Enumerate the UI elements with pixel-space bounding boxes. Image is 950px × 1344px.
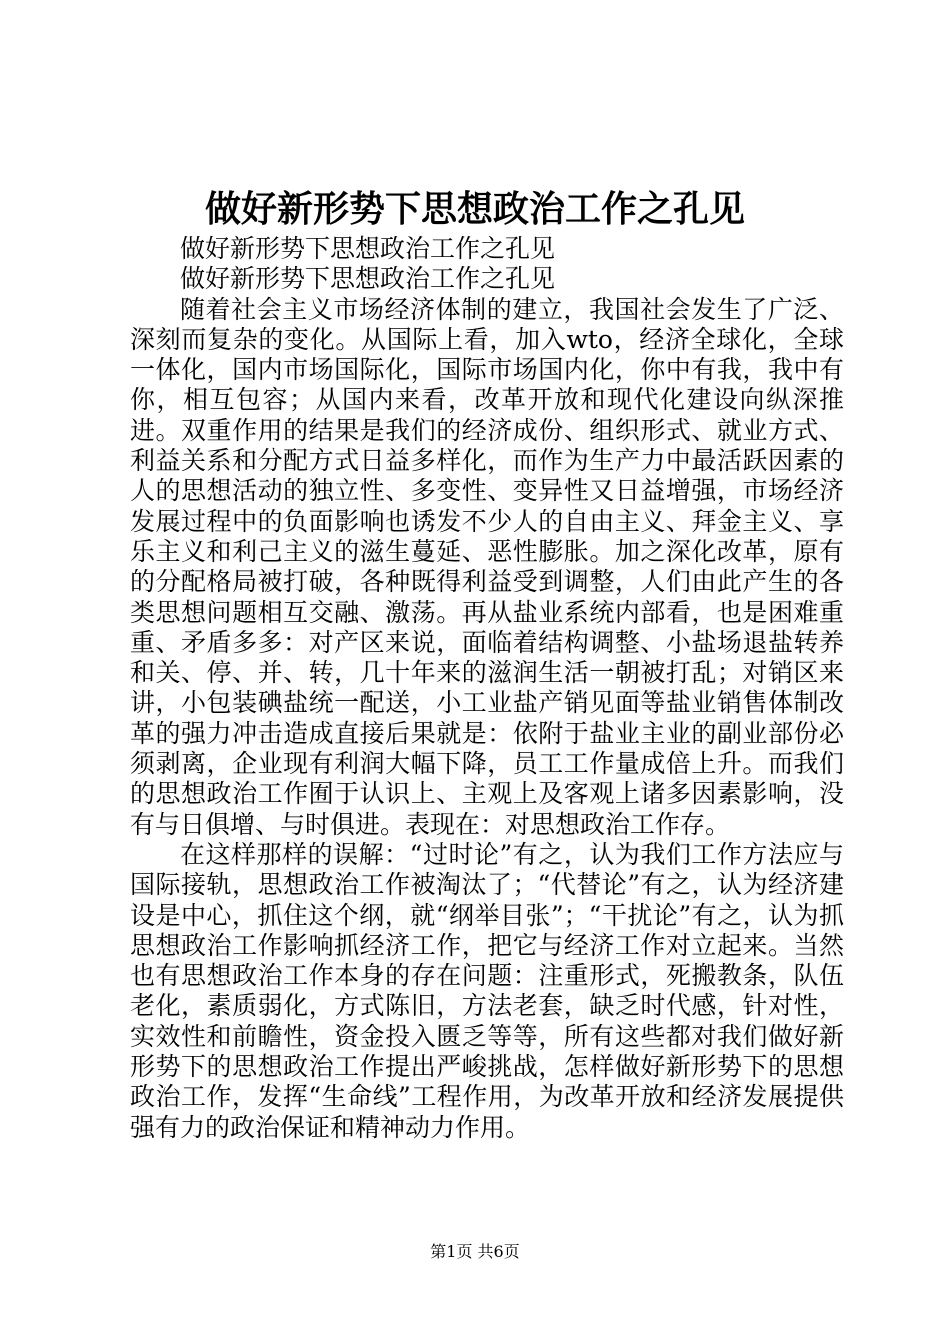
document-body bbox=[130, 234, 844, 1143]
subtitle-line: 做好新形势下思想政治工作之孔见 bbox=[180, 234, 556, 263]
document-title: 做好新形势下思想政治工作之孔见 bbox=[204, 188, 745, 230]
body-paragraph: 在这样那样的误解：“过时论”有之，认为我们工作方法应与国际接轨，思想政治工作被淘汰了；“代替论”有之，认为经济建设是中心，抓住这个纲，就“纲举目张”；“干扰论”有之，认为抓思想政治工作影响抓经济工作，把它与经济工作对立起来。当然也有思想政治工作本身的存在问题：注重形式，死搬教条，队伍老化，素质弱化，方式陈旧，方法老套，缺乏时代感，针对性，实效性和前瞻性，资金投入匮乏等等，所有这些都对我们做好新形势下的思想政治工作提出严峻挑战，怎样做好新形势下的思想政治工作，发挥“生命线”工程作用，为改革开放和经济发展提供强有力的政治保证和精神动力作用。 bbox=[130, 839, 844, 1142]
subtitle-line: 做好新形势下思想政治工作之孔见 bbox=[180, 264, 556, 294]
body-paragraph: 随着社会主义市场经济体制的建立，我国社会发生了广泛、深刻而复杂的变化。从国际上看，加入wto，经济全球化，全球一体化，国内市场国际化，国际市场国内化，你中有我，我中有你，相互包容；从国内来看，改革开放和现代化建设向纵深推进。双重作用的结果是我们的经济成份、组织形式、就业方式、利益关系和分配方式日益多样化，而作为生产力中最活跃因素的人的思想活动的独立性、多变性、变异性又日益增强，市场经济发展过程中的负面影响也诱发不少人的自由主义、拜金主义、享乐主义和利己主义的滋生蔓延、恶性膨胀。加之深化改革，原有的分配格局被打破，各种既得利益受到调整，人们由此产生的各类思想问题相互交融、激荡。再从盐业系统内部看，也是困难重重、矛盾多多：对产区来说，面临着结构调整、小盐场退盐转养和关、停、并、转，几十年来的滋润生活一朝被打乱；对销区来讲，小包装碘盐统一配送，小工业盐产销见面等盐业销售体制改革的强力冲击造成直接后果就是：依附于盐业主业的副业部份必须剥离，企业现有利润大幅下降，员工工作量成倍上升。而我们的思想政治工作囿于认识上、主观上及客观上诸多因素影响，没有与日俱增、与时俱进。表现在：对思想政治工作存。 bbox=[130, 294, 844, 839]
page-footer: 第1页 共6页 bbox=[430, 1242, 520, 1261]
